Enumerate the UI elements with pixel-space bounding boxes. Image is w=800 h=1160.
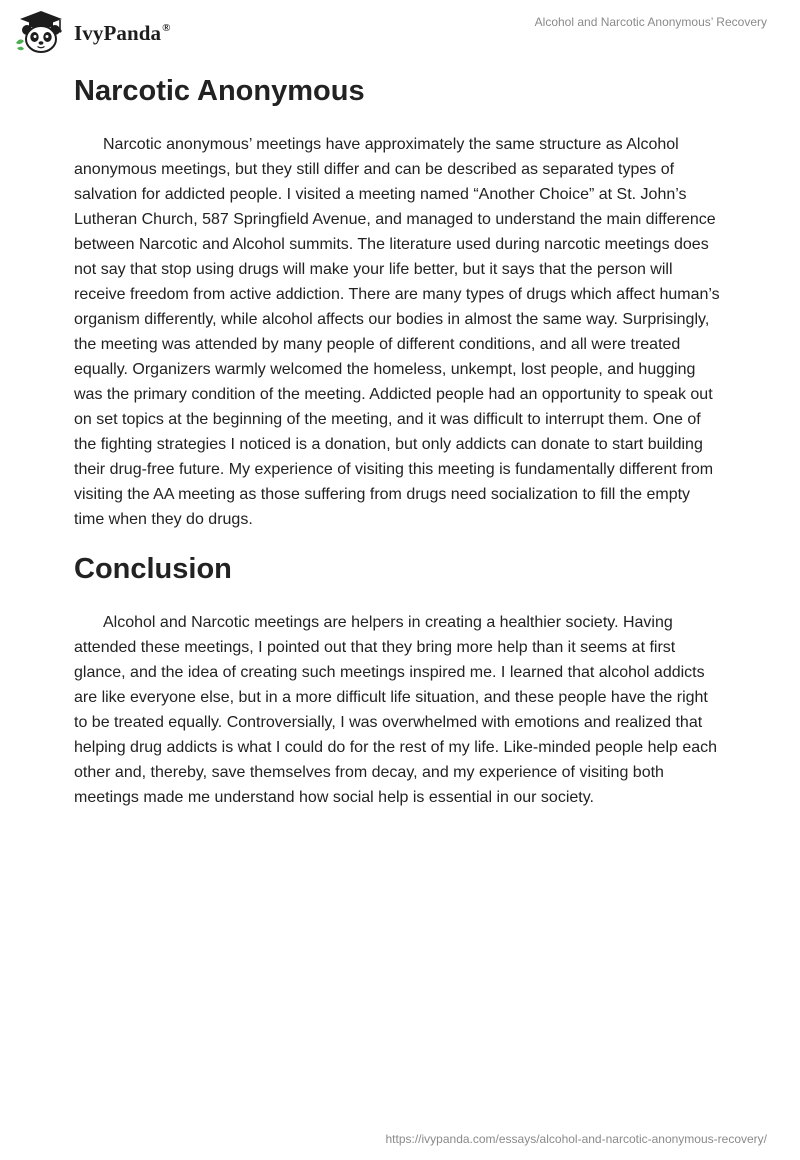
running-title: Alcohol and Narcotic Anonymous’ Recovery [534,15,767,29]
section-heading-conclusion: Conclusion [74,553,232,585]
essay-content [74,72,724,810]
section-paragraph-narcotic-anonymous: Narcotic anonymous’ meetings have approximately the same structure as Alcohol anonymous meetings, but they still differ and can be described as separated types of salvation for addicted people. I visited a meeting named “Another Choice” at St. John’s Lutheran Church, 587 Springfield Avenue, and managed to understand the main difference between Narcotic and Alcohol summits. The literature used during narcotic meetings does not say that stop using drugs will make your life better, but it says that the person will receive freedom from active addiction. There are many types of drugs which affect human’s organism differently, while alcohol affects our bodies in almost the same way. Surprisingly, the meeting was attended by many people of different conditions, and all were treated equally. Organizers warmly welcomed the homeless, unkempt, lost people, and hugging was the primary condition of the meeting. Addicted people had an opportunity to speak out on set topics at the beginning of the meeting, and it was difficult to interrupt them. One of the fighting strategies I noticed is a donation, but only addicts can donate to start building their drug-free future. My experience of visiting this meeting is fundamentally different from visiting the AA meeting as those suffering from drugs need socialization to fill the empty time when they do drugs. [74,136,720,528]
source-url[interactable]: https://ivypanda.com/essays/alcohol-and-narcotic-anonymous-recovery/ [385,1132,767,1146]
section-heading-narcotic-anonymous: Narcotic Anonymous [74,75,365,107]
panda-graduate-logo-icon [14,10,68,54]
brand-name-text: IvyPanda [74,20,162,45]
page-header [0,0,800,60]
brand-name [74,21,171,46]
section-paragraph-conclusion: Alcohol and Narcotic meetings are helpers in creating a healthier society. Having attended these meetings, I pointed out that they bring more help than it seems at first glance, and the idea of creating such meetings inspired me. I learned that alcohol addicts are like everyone else, but in a more difficult life situation, and these people have the right to be treated equally. Controversially, I was overwhelmed with emotions and realized that helping drug addicts is what I could do for the rest of my life. Like-minded people help each other and, thereby, save themselves from decay, and my experience of visiting both meetings made me understand how social help is essential in our society. [74,614,718,806]
registered-mark: ® [162,21,171,34]
brand-logo[interactable] [14,10,171,54]
